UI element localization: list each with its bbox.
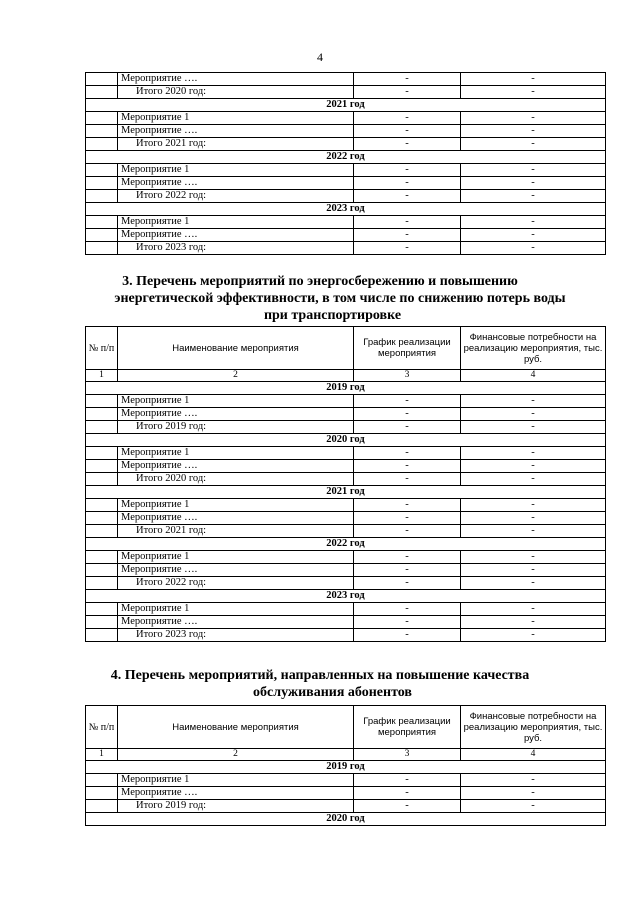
total-row <box>86 577 606 590</box>
year-label: 2019 год <box>86 761 606 774</box>
section-4-title-line: обслуживания абонентов <box>253 685 412 700</box>
schedule-value: - <box>354 800 461 813</box>
section-3-title <box>0 273 640 324</box>
year-row <box>86 434 606 447</box>
finance-value: - <box>461 447 606 460</box>
total-label: Итого 2019 год: <box>118 421 354 434</box>
table-row <box>86 216 606 229</box>
schedule-value: - <box>354 190 461 203</box>
schedule-value: - <box>354 408 461 421</box>
header-schedule: График реализации мероприятия <box>354 706 461 749</box>
schedule-value: - <box>354 774 461 787</box>
year-label: 2022 год <box>86 538 606 551</box>
total-row <box>86 138 606 151</box>
year-row <box>86 486 606 499</box>
table-body <box>86 761 606 826</box>
schedule-value: - <box>354 460 461 473</box>
finance-value: - <box>461 473 606 486</box>
schedule-value: - <box>354 242 461 255</box>
table-row <box>86 603 606 616</box>
year-label: 2020 год <box>86 813 606 826</box>
column-number: 1 <box>86 749 118 761</box>
table-row <box>86 112 606 125</box>
section-3-title-line: при транспортировке <box>263 308 402 323</box>
year-label: 2022 год <box>86 151 606 164</box>
finance-value: - <box>461 242 606 255</box>
column-number: 3 <box>354 749 461 761</box>
column-number-row <box>86 370 606 382</box>
year-row <box>86 382 606 395</box>
year-row <box>86 99 606 112</box>
year-row <box>86 203 606 216</box>
row-number <box>86 138 118 151</box>
finance-value: - <box>461 190 606 203</box>
total-label: Итого 2020 год: <box>118 473 354 486</box>
row-number <box>86 125 118 138</box>
year-label: 2020 год <box>86 434 606 447</box>
total-row <box>86 242 606 255</box>
measure-name: Мероприятие 1 <box>118 499 354 512</box>
measure-name: Мероприятие 1 <box>118 603 354 616</box>
measure-name: Мероприятие 1 <box>118 774 354 787</box>
year-row <box>86 151 606 164</box>
row-number <box>86 73 118 86</box>
total-label: Итого 2021 год: <box>118 138 354 151</box>
column-number: 1 <box>86 370 118 382</box>
measure-name: Мероприятие 1 <box>118 551 354 564</box>
row-number <box>86 499 118 512</box>
row-number <box>86 577 118 590</box>
row-number <box>86 629 118 642</box>
table-row <box>86 512 606 525</box>
row-number <box>86 616 118 629</box>
page-number: 4 <box>317 50 323 64</box>
schedule-value: - <box>354 73 461 86</box>
table-row <box>86 177 606 190</box>
finance-value: - <box>461 86 606 99</box>
finance-value: - <box>461 616 606 629</box>
measure-name: Мероприятие …. <box>118 616 354 629</box>
header-schedule: График реализации мероприятия <box>354 327 461 370</box>
row-number <box>86 421 118 434</box>
table-row <box>86 774 606 787</box>
column-number: 4 <box>461 370 606 382</box>
row-number <box>86 216 118 229</box>
finance-value: - <box>461 408 606 421</box>
table-section-3 <box>85 326 606 642</box>
finance-value: - <box>461 525 606 538</box>
section-3-title-line: энергетической эффективности, в том числе по снижению потерь воды <box>114 291 566 306</box>
schedule-value: - <box>354 421 461 434</box>
schedule-value: - <box>354 577 461 590</box>
measure-name: Мероприятие …. <box>118 125 354 138</box>
measure-name: Мероприятие …. <box>118 73 354 86</box>
header-num: № п/п <box>86 327 118 370</box>
table-row <box>86 447 606 460</box>
column-number: 2 <box>118 749 354 761</box>
total-label: Итого 2019 год: <box>118 800 354 813</box>
row-number <box>86 229 118 242</box>
finance-value: - <box>461 138 606 151</box>
finance-value: - <box>461 125 606 138</box>
row-number <box>86 86 118 99</box>
row-number <box>86 190 118 203</box>
total-label: Итого 2021 год: <box>118 525 354 538</box>
measure-name: Мероприятие …. <box>118 512 354 525</box>
year-row <box>86 590 606 603</box>
measure-name: Мероприятие 1 <box>118 395 354 408</box>
schedule-value: - <box>354 616 461 629</box>
schedule-value: - <box>354 177 461 190</box>
measure-name: Мероприятие …. <box>118 564 354 577</box>
row-number <box>86 787 118 800</box>
total-row <box>86 525 606 538</box>
schedule-value: - <box>354 395 461 408</box>
schedule-value: - <box>354 525 461 538</box>
measure-name: Мероприятие …. <box>118 229 354 242</box>
schedule-value: - <box>354 499 461 512</box>
year-label: 2021 год <box>86 486 606 499</box>
header-finance: Финансовые потребности на реализацию мероприятия, тыс. руб. <box>461 706 606 749</box>
total-row <box>86 629 606 642</box>
table-header-row <box>86 706 606 749</box>
row-number <box>86 242 118 255</box>
schedule-value: - <box>354 164 461 177</box>
row-number <box>86 447 118 460</box>
row-number <box>86 525 118 538</box>
header-name: Наименование мероприятия <box>118 706 354 749</box>
measure-name: Мероприятие …. <box>118 460 354 473</box>
year-label: 2019 год <box>86 382 606 395</box>
table-row <box>86 564 606 577</box>
schedule-value: - <box>354 229 461 242</box>
schedule-value: - <box>354 216 461 229</box>
measure-name: Мероприятие …. <box>118 787 354 800</box>
table-row <box>86 73 606 86</box>
schedule-value: - <box>354 629 461 642</box>
row-number <box>86 800 118 813</box>
table-row <box>86 499 606 512</box>
finance-value: - <box>461 460 606 473</box>
measure-name: Мероприятие 1 <box>118 216 354 229</box>
year-label: 2023 год <box>86 590 606 603</box>
finance-value: - <box>461 577 606 590</box>
measure-name: Мероприятие …. <box>118 177 354 190</box>
finance-value: - <box>461 164 606 177</box>
table-row <box>86 787 606 800</box>
header-finance: Финансовые потребности на реализацию мероприятия, тыс. руб. <box>461 327 606 370</box>
table-body <box>86 73 606 255</box>
section-4-title <box>0 667 640 701</box>
total-label: Итого 2022 год: <box>118 577 354 590</box>
finance-value: - <box>461 629 606 642</box>
finance-value: - <box>461 421 606 434</box>
row-number <box>86 395 118 408</box>
measure-name: Мероприятие …. <box>118 408 354 421</box>
schedule-value: - <box>354 564 461 577</box>
finance-value: - <box>461 512 606 525</box>
finance-value: - <box>461 216 606 229</box>
schedule-value: - <box>354 112 461 125</box>
column-number: 3 <box>354 370 461 382</box>
year-row <box>86 538 606 551</box>
total-label: Итого 2023 год: <box>118 242 354 255</box>
finance-value: - <box>461 73 606 86</box>
column-number-row <box>86 749 606 761</box>
row-number <box>86 551 118 564</box>
column-number: 4 <box>461 749 606 761</box>
total-label: Итого 2020 год: <box>118 86 354 99</box>
measure-name: Мероприятие 1 <box>118 112 354 125</box>
row-number <box>86 177 118 190</box>
schedule-value: - <box>354 138 461 151</box>
table-body <box>86 382 606 642</box>
row-number <box>86 460 118 473</box>
row-number <box>86 512 118 525</box>
finance-value: - <box>461 112 606 125</box>
finance-value: - <box>461 229 606 242</box>
row-number <box>86 473 118 486</box>
measure-name: Мероприятие 1 <box>118 164 354 177</box>
finance-value: - <box>461 787 606 800</box>
finance-value: - <box>461 603 606 616</box>
section-4-title-line: 4. Перечень мероприятий, направленных на повышение качества <box>110 668 530 683</box>
table-row <box>86 229 606 242</box>
finance-value: - <box>461 551 606 564</box>
schedule-value: - <box>354 551 461 564</box>
schedule-value: - <box>354 787 461 800</box>
table-header-row <box>86 327 606 370</box>
table-section-4 <box>85 705 606 826</box>
year-label: 2023 год <box>86 203 606 216</box>
measure-name: Мероприятие 1 <box>118 447 354 460</box>
header-name: Наименование мероприятия <box>118 327 354 370</box>
table-continued <box>85 72 606 255</box>
table-row <box>86 164 606 177</box>
row-number <box>86 408 118 421</box>
table-row <box>86 125 606 138</box>
year-row <box>86 813 606 826</box>
row-number <box>86 774 118 787</box>
table-row <box>86 395 606 408</box>
schedule-value: - <box>354 512 461 525</box>
row-number <box>86 603 118 616</box>
total-label: Итого 2022 год: <box>118 190 354 203</box>
schedule-value: - <box>354 125 461 138</box>
table-row <box>86 460 606 473</box>
finance-value: - <box>461 395 606 408</box>
total-label: Итого 2023 год: <box>118 629 354 642</box>
schedule-value: - <box>354 473 461 486</box>
finance-value: - <box>461 499 606 512</box>
finance-value: - <box>461 177 606 190</box>
schedule-value: - <box>354 603 461 616</box>
schedule-value: - <box>354 86 461 99</box>
section-3-title-line: 3. Перечень мероприятий по энергосбережению и повышению <box>122 274 518 289</box>
row-number <box>86 112 118 125</box>
header-num: № п/п <box>86 706 118 749</box>
table-row <box>86 408 606 421</box>
table-row <box>86 551 606 564</box>
total-row <box>86 473 606 486</box>
year-row <box>86 761 606 774</box>
total-row <box>86 86 606 99</box>
year-label: 2021 год <box>86 99 606 112</box>
row-number <box>86 564 118 577</box>
finance-value: - <box>461 774 606 787</box>
finance-value: - <box>461 800 606 813</box>
total-row <box>86 421 606 434</box>
row-number <box>86 164 118 177</box>
table-row <box>86 616 606 629</box>
total-row <box>86 190 606 203</box>
total-row <box>86 800 606 813</box>
finance-value: - <box>461 564 606 577</box>
schedule-value: - <box>354 447 461 460</box>
column-number: 2 <box>118 370 354 382</box>
